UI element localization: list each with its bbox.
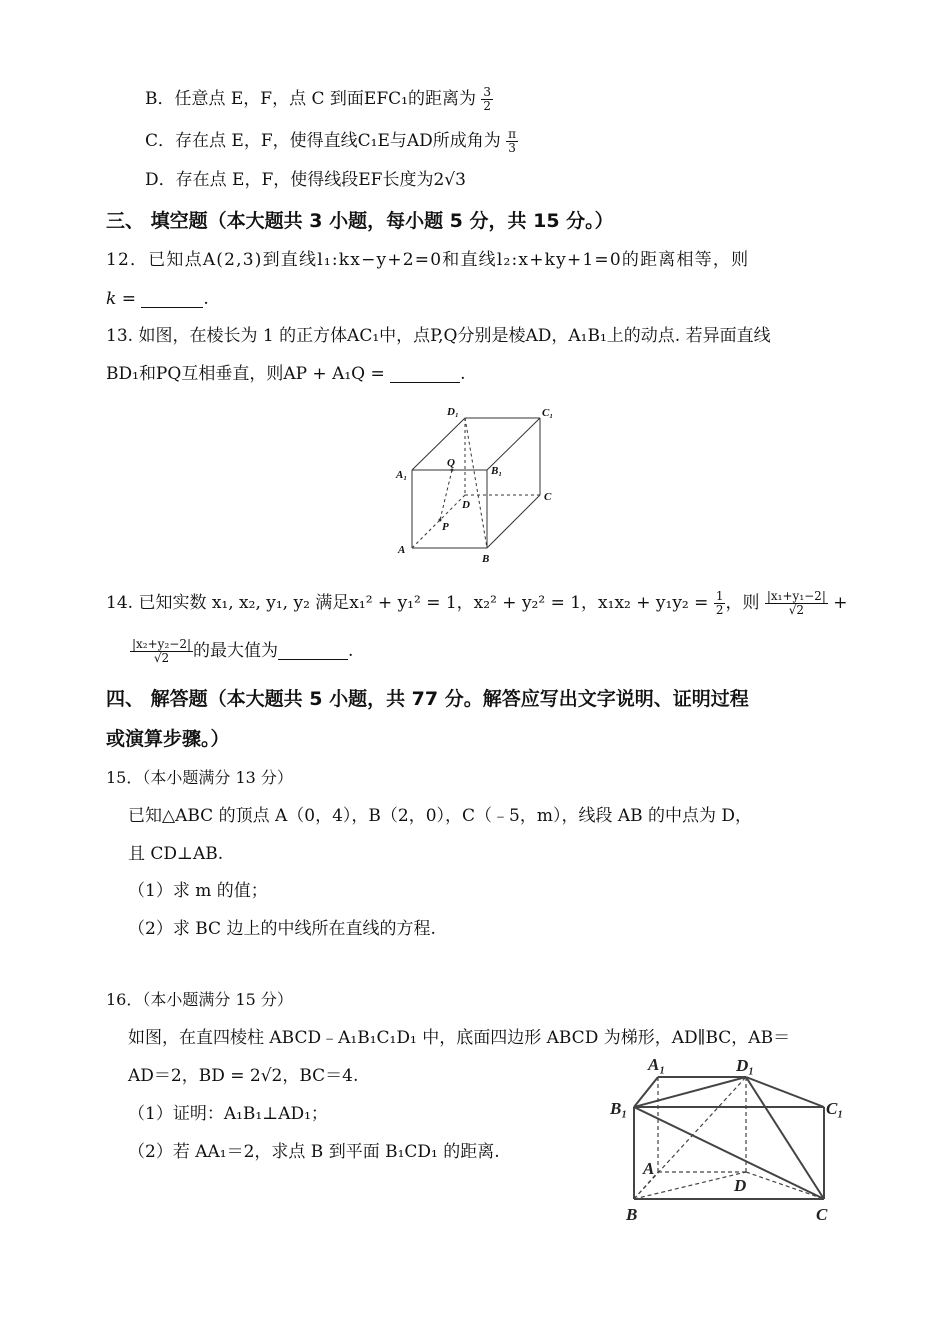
edge xyxy=(634,1077,746,1107)
cube-figure xyxy=(390,398,570,570)
q16-part2: （2）若 AA₁＝2，求点 B 到平面 B₁CD₁ 的距离. xyxy=(128,1142,500,1162)
hidden-edge xyxy=(412,495,465,548)
label-p: P xyxy=(442,521,449,533)
label-d: D xyxy=(734,1176,747,1195)
q14-line2: $\frac{\text{|x₂+y₂−2|}}{√2}$ 的最大值为 . xyxy=(132,637,354,665)
q16-title: 16．（本小题满分 15 分） xyxy=(106,990,293,1009)
fraction: $\frac{1}{2}$ xyxy=(715,589,724,617)
answer-blank[interactable] xyxy=(141,289,203,308)
answer-blank[interactable] xyxy=(390,364,460,383)
label-b1: B₁ xyxy=(610,1099,628,1118)
edge xyxy=(412,418,465,470)
fraction: $\frac{3}{2}$ xyxy=(483,85,491,113)
q15-part1: （1）求 m 的值； xyxy=(128,881,268,901)
q12-line1: 12．已知点A(2,3)到直线l₁:kx−y+2=0和直线l₂:x+ky+1=0的距离相等，则 xyxy=(106,250,750,270)
q15-line2: 且 CD⊥AB. xyxy=(128,844,224,864)
label-c: C xyxy=(816,1205,828,1224)
hidden-edge xyxy=(465,418,487,548)
label-d1: D₁ xyxy=(447,406,459,418)
fraction: $\frac{\pi}{3}$ xyxy=(508,127,517,155)
label-d: D xyxy=(462,499,470,511)
prism-figure xyxy=(608,1052,854,1228)
edge xyxy=(487,418,540,470)
label-a: A xyxy=(398,544,406,556)
section-3-heading: 三、 填空题（本大题共 3 小题，每小题 5 分，共 15 分。） xyxy=(106,210,614,232)
edge xyxy=(487,495,540,548)
option-b: B．任意点 E，F，点 C 到面EFC₁的距离为 $\frac{3}{2}$ xyxy=(145,85,491,113)
label-b: B xyxy=(482,553,490,565)
answer-blank[interactable] xyxy=(278,641,348,660)
hidden-edge xyxy=(440,470,452,520)
label-c1: C₁ xyxy=(542,407,554,419)
label-q: Q xyxy=(447,457,455,469)
q16-part1: （1）证明：A₁B₁⊥AD₁； xyxy=(128,1104,328,1124)
q12-line2: k = . xyxy=(106,289,209,309)
hidden-edge xyxy=(746,1172,824,1199)
q13-line1: 13. 如图，在棱长为 1 的正方体AC₁中，点P,Q分别是棱AD，A₁B₁上的动点. 若异面直线 xyxy=(106,326,771,346)
label-a: A xyxy=(643,1159,655,1178)
q13-line2: BD₁和PQ互相垂直，则AP + A₁Q = . xyxy=(106,364,466,384)
q16-line2: AD＝2，BD = 2√2，BC＝4. xyxy=(128,1066,359,1086)
option-d: D．存在点 E，F，使得线段EF长度为2√3 xyxy=(145,170,466,190)
fraction: $\frac{\text{|x₂+y₂−2|}}{√2}$ xyxy=(132,637,191,665)
label-a1: A₁ xyxy=(396,469,408,481)
edge xyxy=(746,1077,824,1107)
section-4-heading-line2: 或演算步骤。） xyxy=(106,728,230,750)
label-d1: D₁ xyxy=(736,1056,755,1075)
label-c: C xyxy=(544,491,552,503)
label-c1: C₁ xyxy=(826,1099,844,1118)
section-4-heading-line1: 四、 解答题（本大题共 5 小题，共 77 分。解答应写出文字说明、证明过程 xyxy=(106,688,749,710)
label-b1: B₁ xyxy=(491,465,503,477)
q16-line1: 如图，在直四棱柱 ABCD﹣A₁B₁C₁D₁ 中，底面四边形 ABCD 为梯形，AD∥BC，AB＝ xyxy=(128,1028,791,1048)
q15-part2: （2）求 BC 边上的中线所在直线的方程. xyxy=(128,919,436,939)
q14-line1: 14. 已知实数 x₁, x₂, y₁, y₂ 满足x₁² + y₁² = 1，x₂² + y₂² = 1，x₁x₂ + y₁y₂ = $\frac{1}{2}$ ，则 $\frac{\text{|x₁+y₁−2|}}{√2}$ + xyxy=(106,589,848,617)
q15-line1: 已知△ABC 的顶点 A（0，4），B（2，0），C（﹣5，m），线段 AB 的中点为 D， xyxy=(128,806,753,826)
label-b: B xyxy=(626,1205,638,1224)
option-c: C．存在点 E，F，使得直线C₁E与AD所成角为 $\frac{\pi}{3}$ xyxy=(145,127,517,155)
hidden-edge xyxy=(634,1077,746,1199)
label-a1: A₁ xyxy=(648,1055,666,1074)
fraction: $\frac{\text{|x₁+y₁−2|}}{√2}$ xyxy=(766,589,826,617)
q15-title: 15．（本小题满分 13 分） xyxy=(106,768,293,787)
